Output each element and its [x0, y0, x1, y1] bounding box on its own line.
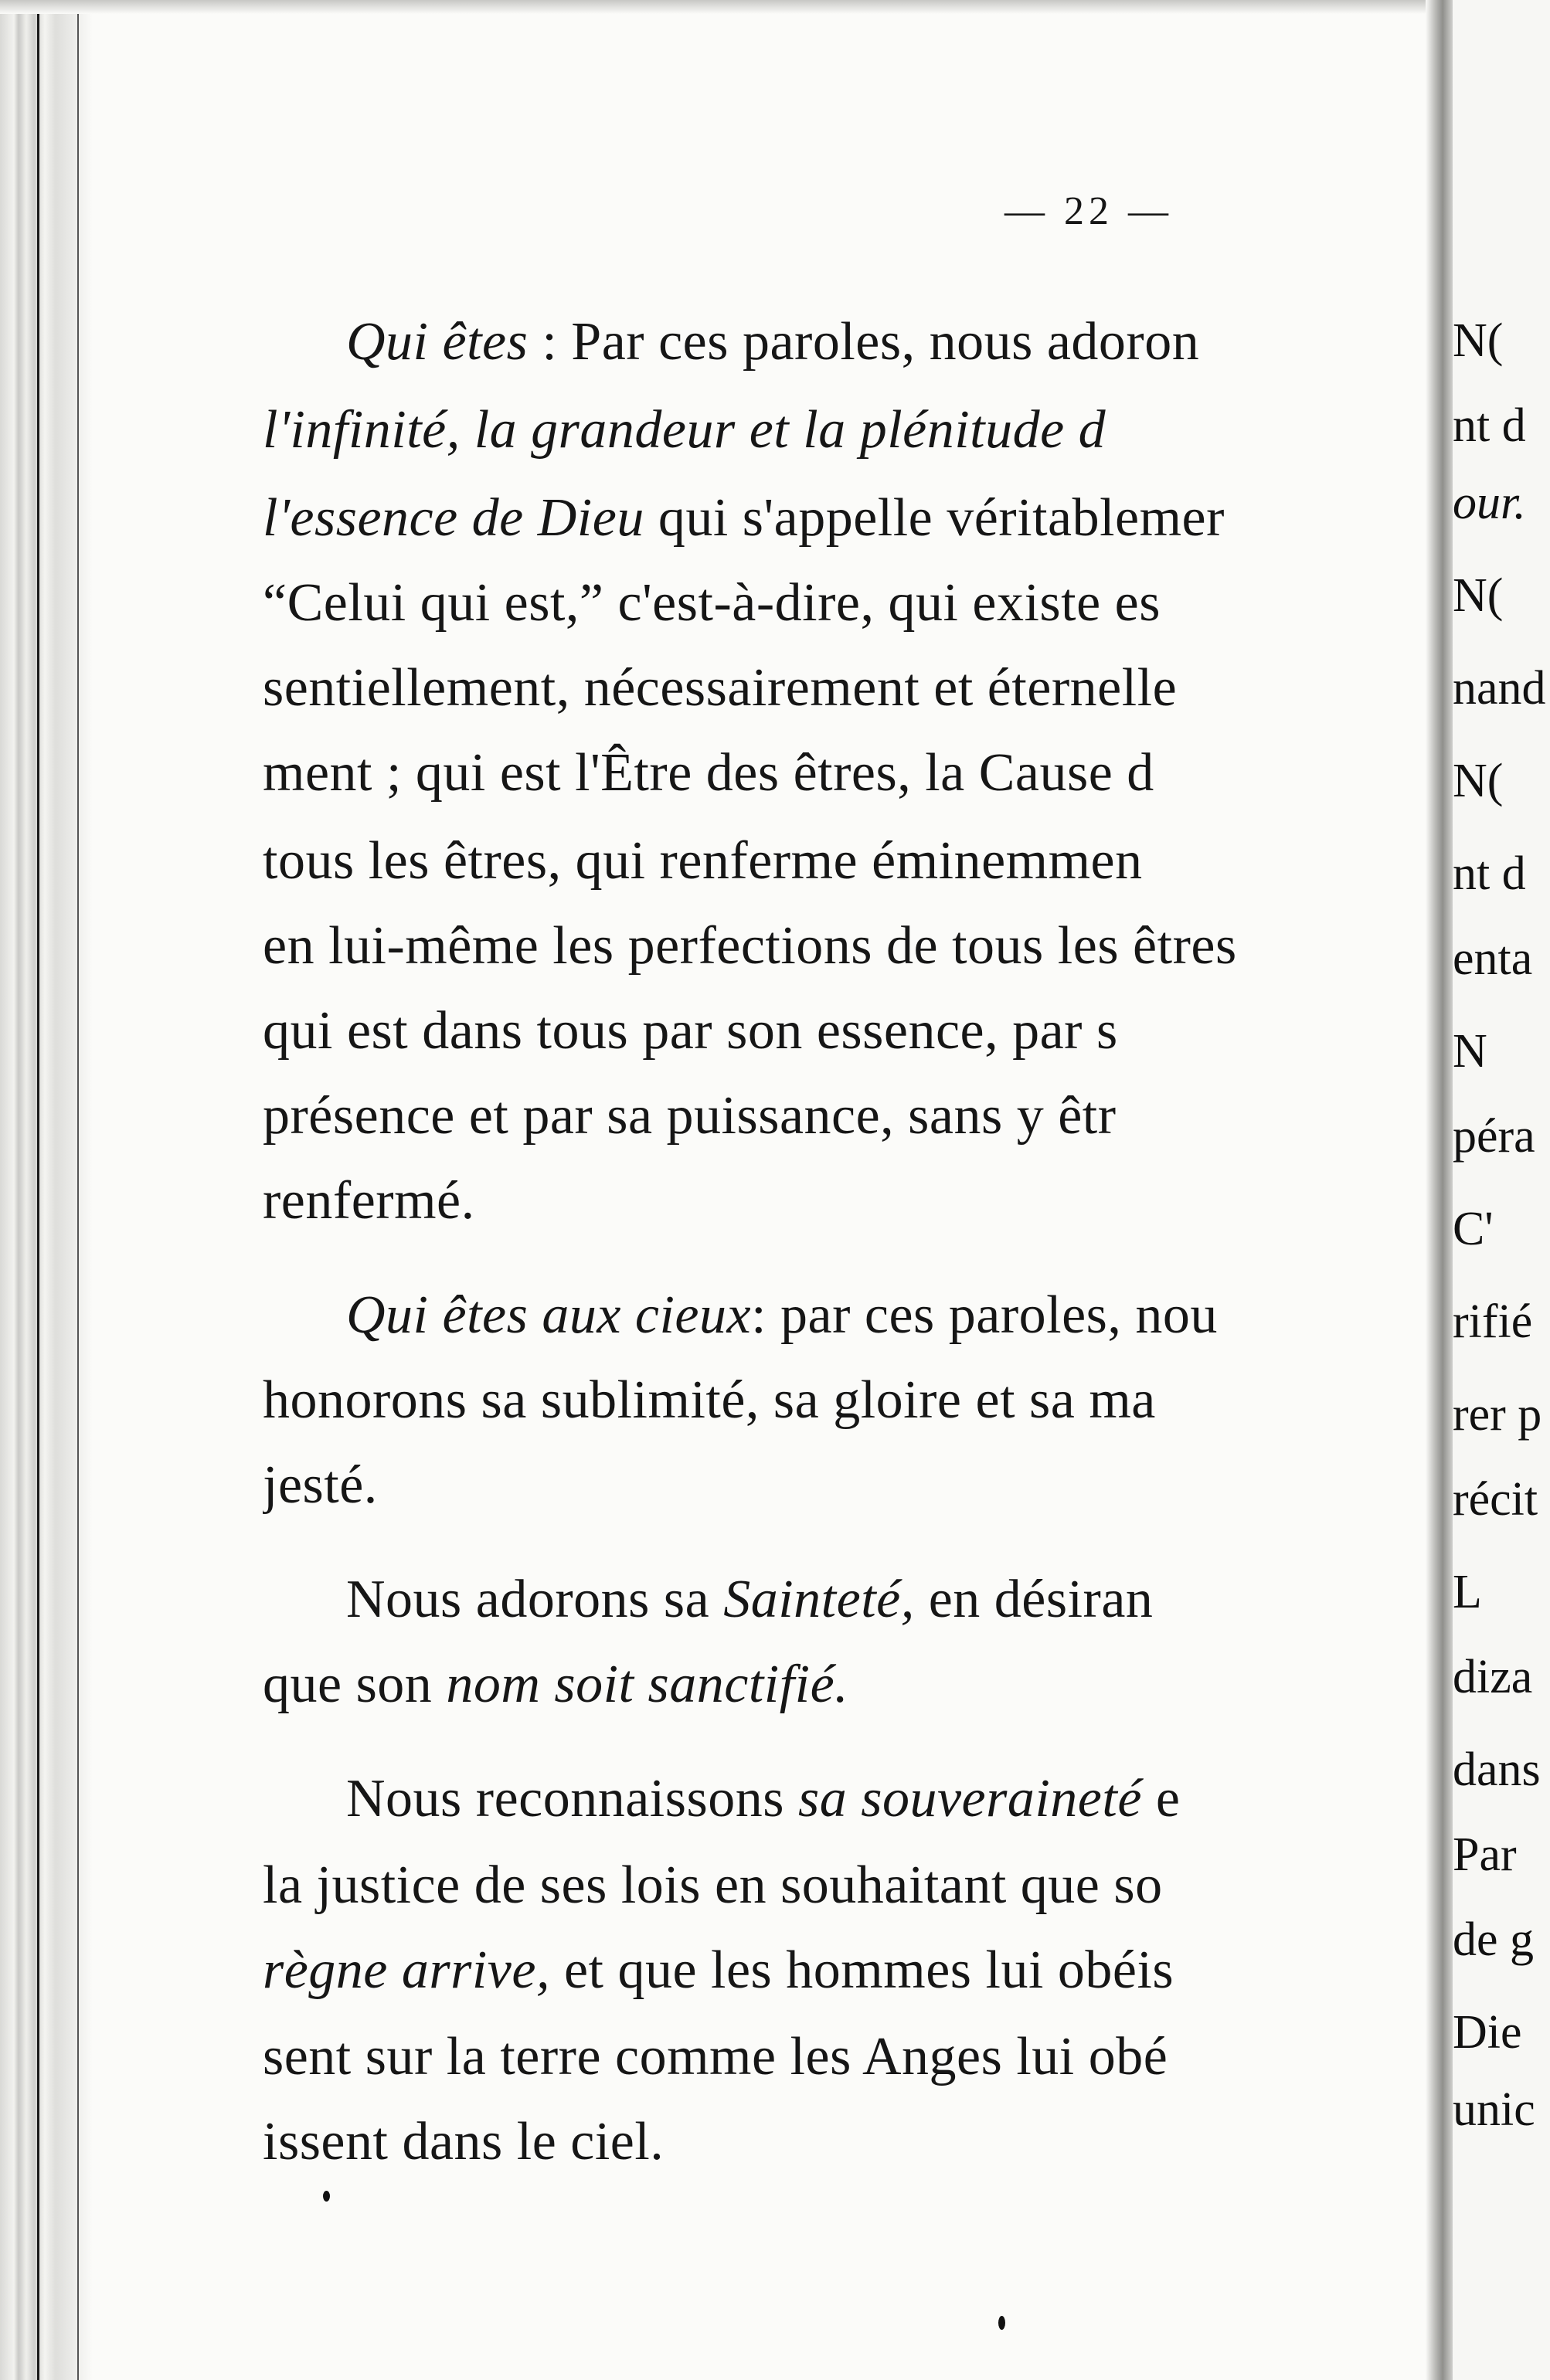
text-line — [346, 1769, 1422, 1828]
text-run: qui s'appelle véritablemer — [644, 488, 1225, 548]
facing-page-line: Die — [1453, 2006, 1522, 2059]
text-line — [263, 831, 1422, 891]
italic-text: Sainteté, — [723, 1570, 915, 1629]
text-run: : par ces paroles, nou — [751, 1285, 1218, 1345]
text-run: Nous adorons sa — [346, 1570, 724, 1629]
text-run: qui est dans tous par son essence, par s — [263, 1001, 1118, 1061]
facing-page-line: péra — [1453, 1110, 1535, 1163]
facing-page-line: enta — [1453, 932, 1533, 985]
text-run: jesté. — [263, 1455, 378, 1515]
text-run: en lui-même les perfections de tous les êtres — [263, 916, 1237, 976]
text-line — [263, 743, 1422, 803]
ink-speck — [323, 2191, 330, 2202]
text-run: la justice de ses lois en souhaitant que so — [263, 1855, 1163, 1915]
facing-page-line: N — [1453, 1025, 1487, 1078]
facing-page-sliver — [1453, 0, 1550, 2380]
facing-page-line: L — [1453, 1566, 1482, 1618]
text-run: Nous reconnaissons — [346, 1769, 798, 1828]
text-run: en désiran — [914, 1570, 1154, 1629]
facing-page-line: nt d — [1453, 847, 1526, 900]
italic-text: l'infinité, la grandeur et la plénitude d — [263, 400, 1106, 460]
text-line — [263, 1001, 1422, 1061]
text-run: que son — [263, 1655, 447, 1714]
text-line — [263, 2027, 1422, 2086]
text-line — [263, 916, 1422, 976]
text-line — [263, 573, 1422, 633]
italic-text: sa souveraineté — [797, 1769, 1142, 1828]
page-edge-stack — [0, 0, 93, 2380]
text-line — [263, 488, 1422, 548]
text-run: renfermé. — [263, 1171, 475, 1231]
text-run: et que les hommes lui obéis — [549, 1940, 1174, 2000]
text-line — [346, 1285, 1422, 1345]
text-line — [263, 658, 1422, 718]
text-line — [263, 1655, 1422, 1714]
text-line — [263, 1086, 1422, 1146]
text-run: sent sur la terre comme les Anges lui obé — [263, 2027, 1168, 2086]
italic-text: l'essence de Dieu — [263, 488, 644, 548]
italic-text: règne arrive, — [263, 1940, 550, 2000]
italic-text: nom soit sanctifié. — [446, 1655, 849, 1714]
text-run: ment ; qui est l'Être des êtres, la Cause d — [263, 743, 1154, 803]
text-run: : Par ces paroles, nous adoron — [528, 312, 1200, 372]
text-line — [263, 1370, 1422, 1430]
text-run: honorons sa sublimité, sa gloire et sa ma — [263, 1370, 1156, 1430]
facing-page-line: rifié — [1453, 1295, 1533, 1348]
text-run: issent dans le ciel. — [263, 2112, 665, 2171]
text-line — [263, 1455, 1422, 1515]
facing-page-line: unic — [1453, 2083, 1535, 2136]
facing-page-line: rer p — [1453, 1388, 1542, 1441]
facing-page-line: N( — [1453, 569, 1504, 622]
facing-page-line: dans — [1453, 1743, 1541, 1796]
page-edge-line — [77, 0, 79, 2380]
italic-text: Qui êtes aux cieux — [346, 1285, 752, 1345]
page-text-block — [263, 0, 1422, 2380]
text-line — [263, 1855, 1422, 1915]
facing-page-line: nand — [1453, 662, 1546, 715]
facing-page-line: N( — [1453, 755, 1504, 807]
text-run: e — [1141, 1769, 1181, 1828]
text-line — [346, 312, 1422, 372]
facing-page-line: Par — [1453, 1828, 1517, 1881]
text-run: sentiellement, nécessairement et éternelle — [263, 658, 1178, 718]
text-run: “Celui qui est,” c'est-à-dire, qui existe es — [263, 573, 1161, 633]
page-number: — 22 — — [1004, 189, 1173, 233]
facing-page-line: C' — [1453, 1203, 1494, 1255]
page-edge-line — [37, 0, 39, 2380]
text-run: présence et par sa puissance, sans y êtr — [263, 1086, 1117, 1146]
facing-page-line: diza — [1453, 1651, 1533, 1703]
facing-page-line: nt d — [1453, 399, 1526, 452]
facing-page-line: our. — [1453, 477, 1526, 529]
ink-speck — [998, 2316, 1005, 2330]
facing-page-line: N( — [1453, 314, 1504, 367]
text-line — [263, 1940, 1422, 2000]
text-run: tous les êtres, qui renferme éminemmen — [263, 831, 1143, 891]
italic-text: Qui êtes — [346, 312, 529, 372]
facing-page-line: de g — [1453, 1913, 1535, 1966]
text-line — [263, 1171, 1422, 1231]
text-line — [346, 1570, 1422, 1629]
facing-page-line: récit — [1453, 1473, 1538, 1526]
text-line — [263, 400, 1422, 460]
text-line — [263, 2112, 1422, 2171]
